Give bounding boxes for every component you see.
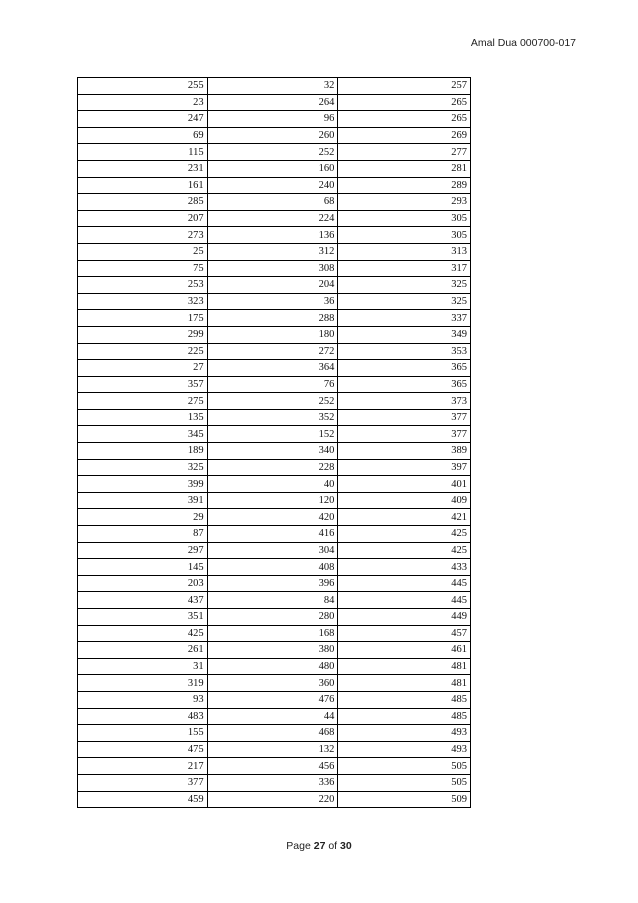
table-cell-col2: 336 [207,774,338,791]
table-cell-col1: 253 [78,277,208,294]
table-row [78,592,471,609]
table-cell-col2: 32 [207,78,338,95]
table-cell-col3: 349 [338,326,471,343]
table-cell-col1: 145 [78,559,208,576]
table-cell-col1: 87 [78,526,208,543]
table-row [78,376,471,393]
table-cell-col2: 68 [207,194,338,211]
table-cell-col2: 96 [207,111,338,128]
table-cell-col3: 493 [338,741,471,758]
current-page-number: 27 [313,840,326,852]
table-row [78,293,471,310]
table-cell-col3: 265 [338,94,471,111]
table-cell-col2: 312 [207,243,338,260]
table-cell-col3: 377 [338,409,471,426]
table-row [78,725,471,742]
table-cell-col1: 345 [78,426,208,443]
table-cell-col2: 264 [207,94,338,111]
table-cell-col3: 365 [338,360,471,377]
table-cell-col2: 36 [207,293,338,310]
table-row [78,625,471,642]
table-cell-col2: 240 [207,177,338,194]
table-cell-col2: 180 [207,326,338,343]
table-row [78,360,471,377]
table-cell-col1: 425 [78,625,208,642]
table-cell-col2: 364 [207,360,338,377]
table-cell-col1: 275 [78,393,208,410]
table-cell-col1: 175 [78,310,208,327]
table-row [78,426,471,443]
table-cell-col1: 255 [78,78,208,95]
table-cell-col1: 377 [78,774,208,791]
table-cell-col1: 231 [78,160,208,177]
table-row [78,78,471,95]
table-cell-col1: 115 [78,144,208,161]
table-cell-col3: 457 [338,625,471,642]
table-cell-col3: 505 [338,758,471,775]
table-cell-col3: 485 [338,691,471,708]
table-cell-col1: 297 [78,542,208,559]
table-cell-col3: 305 [338,227,471,244]
table-cell-col1: 93 [78,691,208,708]
table-row [78,476,471,493]
table-cell-col3: 257 [338,78,471,95]
table-cell-col2: 288 [207,310,338,327]
table-row [78,559,471,576]
footer-prefix: Page [286,840,314,852]
page-header: Amal Dua 000700-017 [470,37,576,49]
table-cell-col1: 459 [78,791,208,808]
table-cell-col2: 420 [207,509,338,526]
table-cell-col3: 433 [338,559,471,576]
table-cell-col2: 260 [207,127,338,144]
table-cell-col2: 204 [207,277,338,294]
table-cell-col1: 357 [78,376,208,393]
table-row [78,675,471,692]
table-cell-col2: 396 [207,575,338,592]
table-row [78,526,471,543]
table-cell-col1: 391 [78,492,208,509]
table-cell-col3: 281 [338,160,471,177]
table-cell-col2: 408 [207,559,338,576]
table-cell-col2: 40 [207,476,338,493]
table-cell-col1: 27 [78,360,208,377]
table-cell-col3: 313 [338,243,471,260]
table-cell-col2: 308 [207,260,338,277]
table-row [78,177,471,194]
table-cell-col1: 75 [78,260,208,277]
table-cell-col3: 485 [338,708,471,725]
table-cell-col1: 325 [78,459,208,476]
table-cell-col3: 325 [338,293,471,310]
table-cell-col2: 272 [207,343,338,360]
table-cell-col3: 445 [338,592,471,609]
table-cell-col1: 285 [78,194,208,211]
table-cell-col3: 481 [338,658,471,675]
table-cell-col3: 269 [338,127,471,144]
table-cell-col1: 23 [78,94,208,111]
table-row [78,94,471,111]
table-cell-col3: 293 [338,194,471,211]
table-cell-col1: 155 [78,725,208,742]
table-cell-col2: 280 [207,609,338,626]
table-cell-col2: 84 [207,592,338,609]
table-cell-col2: 360 [207,675,338,692]
table-row [78,658,471,675]
table-row [78,443,471,460]
table-cell-col1: 261 [78,642,208,659]
table-cell-col3: 365 [338,376,471,393]
table-cell-col3: 389 [338,443,471,460]
table-cell-col3: 493 [338,725,471,742]
table-row [78,227,471,244]
table-cell-col3: 317 [338,260,471,277]
table-cell-col2: 168 [207,625,338,642]
table-cell-col1: 225 [78,343,208,360]
table-cell-col2: 476 [207,691,338,708]
table-cell-col2: 252 [207,144,338,161]
table-cell-col3: 377 [338,426,471,443]
table-row [78,409,471,426]
table-cell-col1: 475 [78,741,208,758]
table-row [78,791,471,808]
table-cell-col2: 480 [207,658,338,675]
table-cell-col3: 353 [338,343,471,360]
table-cell-col1: 29 [78,509,208,526]
table-cell-col3: 289 [338,177,471,194]
table-cell-col3: 421 [338,509,471,526]
table-row [78,459,471,476]
table-cell-col3: 445 [338,575,471,592]
table-row [78,310,471,327]
table-cell-col3: 401 [338,476,471,493]
table-row [78,642,471,659]
table-row [78,160,471,177]
table-cell-col2: 304 [207,542,338,559]
table-cell-col1: 217 [78,758,208,775]
table-cell-col1: 319 [78,675,208,692]
table-cell-col1: 161 [78,177,208,194]
table-cell-col1: 351 [78,609,208,626]
table-cell-col3: 425 [338,526,471,543]
table-cell-col3: 277 [338,144,471,161]
table-cell-col2: 220 [207,791,338,808]
table-cell-col2: 468 [207,725,338,742]
table-cell-col3: 509 [338,791,471,808]
table-cell-col2: 120 [207,492,338,509]
total-page-count: 30 [340,840,352,852]
table-cell-col2: 44 [207,708,338,725]
number-table [77,77,471,808]
table-row [78,243,471,260]
table-cell-col2: 416 [207,526,338,543]
table-cell-col1: 207 [78,210,208,227]
table-cell-col3: 461 [338,642,471,659]
table-body [78,78,471,808]
table-row [78,509,471,526]
table-cell-col1: 189 [78,443,208,460]
table-cell-col1: 69 [78,127,208,144]
table-cell-col2: 228 [207,459,338,476]
table-cell-col1: 437 [78,592,208,609]
table-cell-col1: 31 [78,658,208,675]
table-cell-col3: 425 [338,542,471,559]
table-row [78,609,471,626]
table-cell-col3: 337 [338,310,471,327]
table-row [78,575,471,592]
table-row [78,326,471,343]
table-cell-col2: 252 [207,393,338,410]
table-cell-col1: 483 [78,708,208,725]
table-row [78,542,471,559]
table-cell-col2: 132 [207,741,338,758]
table-cell-col3: 265 [338,111,471,128]
table-row [78,127,471,144]
table-row [78,708,471,725]
table-cell-col3: 505 [338,774,471,791]
table-row [78,144,471,161]
table-cell-col2: 224 [207,210,338,227]
table-cell-col3: 409 [338,492,471,509]
table-cell-col3: 449 [338,609,471,626]
table-cell-col3: 481 [338,675,471,692]
table-cell-col1: 247 [78,111,208,128]
table-cell-col1: 299 [78,326,208,343]
table-cell-col3: 305 [338,210,471,227]
table-cell-col2: 380 [207,642,338,659]
table-row [78,260,471,277]
table-row [78,774,471,791]
table-row [78,758,471,775]
table-row [78,194,471,211]
table-cell-col1: 399 [78,476,208,493]
table-row [78,393,471,410]
table-cell-col3: 397 [338,459,471,476]
table-row [78,343,471,360]
table-cell-col2: 340 [207,443,338,460]
table-cell-col3: 325 [338,277,471,294]
table-cell-col2: 152 [207,426,338,443]
page-footer [0,840,638,852]
table-cell-col1: 25 [78,243,208,260]
footer-middle: of [325,840,341,852]
table-row [78,691,471,708]
table-cell-col1: 323 [78,293,208,310]
table-cell-col2: 352 [207,409,338,426]
table-cell-col2: 76 [207,376,338,393]
table-row [78,741,471,758]
table-row [78,492,471,509]
table-row [78,111,471,128]
table-cell-col3: 373 [338,393,471,410]
table-cell-col2: 136 [207,227,338,244]
table-cell-col2: 160 [207,160,338,177]
table-cell-col1: 273 [78,227,208,244]
table-cell-col1: 203 [78,575,208,592]
table-row [78,277,471,294]
table-cell-col2: 456 [207,758,338,775]
table-row [78,210,471,227]
table-cell-col1: 135 [78,409,208,426]
